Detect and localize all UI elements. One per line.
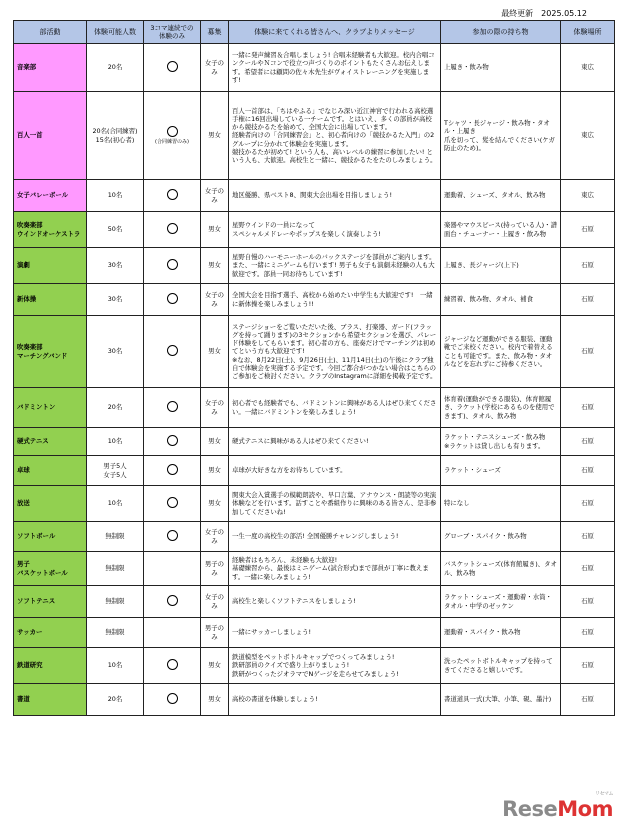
circle-mark-icon <box>167 435 178 446</box>
trial-place: 石原 <box>561 284 615 316</box>
required-items: 運動着、シューズ、タオル、飲み物 <box>441 180 561 212</box>
trial-place: 石原 <box>561 428 615 456</box>
club-message: 鉄道模型をペットボトルキャップでつくってみましょう! 鉄研部員のクイズで盛り上がりましょう! 鉄研がつくったジオラマでNゲージを走らせてみましょう! <box>229 648 441 684</box>
three-period-cell <box>144 522 201 552</box>
table-row <box>14 552 615 586</box>
col-header-items: 参加の際の持ち物 <box>441 21 561 44</box>
club-message: 百人一首部は、「ちはやふる」でなじみ深い近江神宮で行われる高校選手権に16回出場している一チームです。とはいえ、多くの部員が高校から競技かるたを始めて、全国大会に出場しています。 経験者向けの「合同練習会」と、初心者向けの「競技かるた入門」の2グループに分かれて体験会を実施します。 競技かるたが初めて! という人も、高いレベルの練習に参加したい! という人も、大歓迎。高校生と一緒に、競技かるたをたのしみましょう。 <box>229 92 441 180</box>
eligibility: 男女 <box>201 428 229 456</box>
required-items: ラケット・シューズ・運動着・水筒・タオル・中学のゼッケン <box>441 586 561 618</box>
trial-place: 石原 <box>561 248 615 284</box>
club-name: 男子 バスケットボール <box>14 552 87 586</box>
trial-place: 石原 <box>561 684 615 716</box>
table-row <box>14 486 615 522</box>
trial-place: 東広 <box>561 180 615 212</box>
eligibility: 男女 <box>201 486 229 522</box>
circle-mark-icon <box>167 693 178 704</box>
club-name: ソフトテニス <box>14 586 87 618</box>
required-items: 練習着、飲み物、タオル、補食 <box>441 284 561 316</box>
trial-capacity: 男子5人 女子5人 <box>87 456 144 486</box>
eligibility: 女子のみ <box>201 284 229 316</box>
club-name: 吹奏楽部 ウインドオーケストラ <box>14 212 87 248</box>
three-period-cell <box>144 44 201 92</box>
col-header-capacity: 体験可能人数 <box>87 21 144 44</box>
table-row <box>14 212 615 248</box>
circle-mark-icon <box>167 464 178 475</box>
trial-capacity: 20名 <box>87 684 144 716</box>
table-row <box>14 92 615 180</box>
three-period-cell <box>144 212 201 248</box>
required-items: 書道道具一式(大筆、小筆、硯、墨汁) <box>441 684 561 716</box>
trial-capacity: 10名 <box>87 486 144 522</box>
club-name: 演劇 <box>14 248 87 284</box>
required-items: ラケット・テニスシューズ・飲み物 ※ラケットは貸し出しも有ります。 <box>441 428 561 456</box>
table-header-row <box>14 21 615 44</box>
circle-mark-icon <box>167 659 178 670</box>
club-message: 全国大会を目指す選手、高校から始めたい中学生も大歓迎です! 一緒に新体操を楽しみましょう!! <box>229 284 441 316</box>
circle-note: (合同練習のみ) <box>155 138 189 145</box>
three-period-cell <box>144 428 201 456</box>
club-message: ステージショーをご覧いただいた後、ブラス、打楽器、ガード(フラッグを持って踊ります)の3セクションから希望セクションを選び、パレード体験をしてもらいます。初心者の方も、座奏だけでマーチングは初めてという方も大歓迎です! ※なお、8月22日(土)、9月26日(土)、11月14日(土)の午後にクラブ独自で体験会を実施する予定です。今回ご都合がつかない場合はこちらのご参加をご検討ください。クラブのInstagramに詳細を掲載予定です。 <box>229 316 441 388</box>
three-period-cell <box>144 586 201 618</box>
eligibility: 男女 <box>201 456 229 486</box>
trial-place: 石原 <box>561 456 615 486</box>
eligibility: 女子のみ <box>201 44 229 92</box>
col-header-three-period: 3コマ連続での 体験のみ <box>144 21 201 44</box>
trial-capacity: 10名 <box>87 648 144 684</box>
three-period-cell <box>144 648 201 684</box>
trial-capacity: 10名 <box>87 180 144 212</box>
required-items: Tシャツ・長ジャージ・飲み物・タオル・上履き 爪を切って、髪を結んでください(ケガ防止のため)。 <box>441 92 561 180</box>
three-period-cell <box>144 316 201 388</box>
table-row <box>14 586 615 618</box>
table-row <box>14 522 615 552</box>
eligibility: 女子のみ <box>201 522 229 552</box>
trial-capacity: 20名 <box>87 44 144 92</box>
club-message: 初心者でも経験者でも、バドミントンに興味がある人はぜひ来てください。一緒にバドミントンを楽しみましょう! <box>229 388 441 428</box>
trial-place: 石原 <box>561 486 615 522</box>
required-items: 運動着・スパイク・飲み物 <box>441 618 561 648</box>
circle-mark-icon <box>167 259 178 270</box>
trial-place: 石原 <box>561 552 615 586</box>
eligibility: 男女 <box>201 212 229 248</box>
three-period-cell <box>144 92 201 180</box>
club-message: 高校生と楽しくソフトテニスをしましょう! <box>229 586 441 618</box>
club-trial-table <box>13 20 615 716</box>
eligibility: 男女 <box>201 248 229 284</box>
trial-place: 石原 <box>561 388 615 428</box>
trial-place: 石原 <box>561 648 615 684</box>
club-name: 書道 <box>14 684 87 716</box>
three-period-cell <box>144 618 201 648</box>
required-items: バスケットシューズ(体育館履き)、タオル、飲み物 <box>441 552 561 586</box>
trial-capacity: 10名 <box>87 428 144 456</box>
trial-capacity: 30名 <box>87 316 144 388</box>
three-period-cell <box>144 456 201 486</box>
club-name: 女子バレーボール <box>14 180 87 212</box>
required-items: ジャージなど運動ができる服装、運動靴でご来校ください。校内で着替えることも可能です。また、飲み物・タオルなどを忘れずにご持参ください。 <box>441 316 561 388</box>
required-items: ラケット・シューズ <box>441 456 561 486</box>
eligibility: 女子のみ <box>201 180 229 212</box>
trial-place: 東広 <box>561 92 615 180</box>
table-row <box>14 248 615 284</box>
trial-place: 石原 <box>561 618 615 648</box>
club-message: 卓球が大好きな方をお待ちしています。 <box>229 456 441 486</box>
circle-mark-icon <box>167 497 178 508</box>
three-period-cell <box>144 284 201 316</box>
eligibility: 女子のみ <box>201 586 229 618</box>
required-items: グローブ・スパイク・飲み物 <box>441 522 561 552</box>
club-name: サッカー <box>14 618 87 648</box>
club-message: 一緒に発声練習＆合唱しましょう! 合唱未経験者も大歓迎。校内合唱コンクールやＮコンで役立つ声づくりのポイントもたくさんお伝えします。希望者には顧問の佐々木先生がヴォイストレーニングを実施します! <box>229 44 441 92</box>
col-header-recruit: 募集 <box>201 21 229 44</box>
trial-capacity: 30名 <box>87 284 144 316</box>
table-row <box>14 44 615 92</box>
club-message: 星野ウインドの一員になって スペシャルメドレーやポップスを楽しく演奏しよう! <box>229 212 441 248</box>
trial-capacity: 無制限 <box>87 552 144 586</box>
last-updated: 最終更新 2025.05.12 <box>501 9 587 18</box>
required-items: 楽器やマウスピース(持っている人)・譜面台・チューナー・上履き・飲み物 <box>441 212 561 248</box>
trial-capacity: 30名 <box>87 248 144 284</box>
table-row <box>14 316 615 388</box>
eligibility: 男女 <box>201 316 229 388</box>
club-name: ソフトボール <box>14 522 87 552</box>
table-row <box>14 180 615 212</box>
circle-mark-icon <box>167 126 178 137</box>
table-row <box>14 428 615 456</box>
club-name: 音楽部 <box>14 44 87 92</box>
circle-mark-icon <box>167 223 178 234</box>
club-name: バドミントン <box>14 388 87 428</box>
three-period-cell <box>144 486 201 522</box>
table-row <box>14 456 615 486</box>
club-name: 百人一首 <box>14 92 87 180</box>
required-items: 特になし <box>441 486 561 522</box>
col-header-club: 部活動 <box>14 21 87 44</box>
club-message: 一緒にサッカーしましょう! <box>229 618 441 648</box>
eligibility: 男女 <box>201 92 229 180</box>
circle-mark-icon <box>167 293 178 304</box>
circle-mark-icon <box>167 401 178 412</box>
col-header-place: 体験場所 <box>561 21 615 44</box>
eligibility: 男子のみ <box>201 552 229 586</box>
required-items: 上履き・飲み物 <box>441 44 561 92</box>
col-header-message: 体験に来てくれる皆さんへ、クラブよりメッセージ <box>229 21 441 44</box>
table-row <box>14 618 615 648</box>
required-items: 体育着(運動ができる服装)、体育館履き、ラケット(学校にあるものを使用できます)、タオル、飲み物 <box>441 388 561 428</box>
club-message: 地区優勝、県ベスト8、関東大会出場を目指しましょう! <box>229 180 441 212</box>
three-period-cell <box>144 248 201 284</box>
club-name: 鉄道研究 <box>14 648 87 684</box>
circle-mark-icon <box>167 595 178 606</box>
circle-mark-icon <box>167 61 178 72</box>
club-message: 高校の書道を体験しましょう! <box>229 684 441 716</box>
club-message: 関東大会入賞選手の模範朗読や、早口言葉、アナウンス・朗読等の実演体験などを行います。話すことや番組作りに興味のある皆さん、是非参加してくださいね! <box>229 486 441 522</box>
trial-place: 石原 <box>561 212 615 248</box>
club-message: 経験者はもちろん、未経験も大歓迎! 基礎練習から、最後はミニゲーム(試合形式)まで部員が丁寧に教えます。一緒に楽しみましょう! <box>229 552 441 586</box>
three-period-cell <box>144 684 201 716</box>
club-name: 新体操 <box>14 284 87 316</box>
trial-capacity: 20名 <box>87 388 144 428</box>
trial-place: 石原 <box>561 586 615 618</box>
trial-capacity: 20名(合同練習) 15名(初心者) <box>87 92 144 180</box>
circle-mark-icon <box>167 530 178 541</box>
table-row <box>14 284 615 316</box>
three-period-cell <box>144 180 201 212</box>
club-name: 硬式テニス <box>14 428 87 456</box>
circle-mark-icon <box>167 345 178 356</box>
eligibility: 女子のみ <box>201 388 229 428</box>
trial-capacity: 無制限 <box>87 586 144 618</box>
table-row <box>14 648 615 684</box>
required-items: 洗ったペットボトルキャップを持ってきてくださると嬉しいです。 <box>441 648 561 684</box>
eligibility: 男女 <box>201 648 229 684</box>
club-name: 放送 <box>14 486 87 522</box>
trial-place: 石原 <box>561 316 615 388</box>
three-period-cell <box>144 552 201 586</box>
club-message: 一生一度の高校生の部活! 全国優勝チャレンジしましょう! <box>229 522 441 552</box>
club-message: 硬式テニスに興味がある人はぜひ来てください! <box>229 428 441 456</box>
circle-mark-icon <box>167 189 178 200</box>
resemom-logo: ReseMom リセマム <box>502 791 613 821</box>
trial-capacity: 無制限 <box>87 618 144 648</box>
trial-place: 石原 <box>561 522 615 552</box>
eligibility: 男女 <box>201 684 229 716</box>
club-message: 星野自慢のハーモニーホールのバックステージを部員がご案内します。また、一緒にミニゲームも行います! 男子も女子も演劇未経験の人も大歓迎です。部員一同お待ちしています! <box>229 248 441 284</box>
three-period-cell <box>144 388 201 428</box>
trial-capacity: 無制限 <box>87 522 144 552</box>
required-items: 上履き、長ジャージ(上下) <box>441 248 561 284</box>
table-row <box>14 388 615 428</box>
eligibility: 男子のみ <box>201 618 229 648</box>
club-name: 吹奏楽部 マーチングバンド <box>14 316 87 388</box>
trial-capacity: 50名 <box>87 212 144 248</box>
table-row <box>14 684 615 716</box>
club-name: 卓球 <box>14 456 87 486</box>
trial-place: 東広 <box>561 44 615 92</box>
